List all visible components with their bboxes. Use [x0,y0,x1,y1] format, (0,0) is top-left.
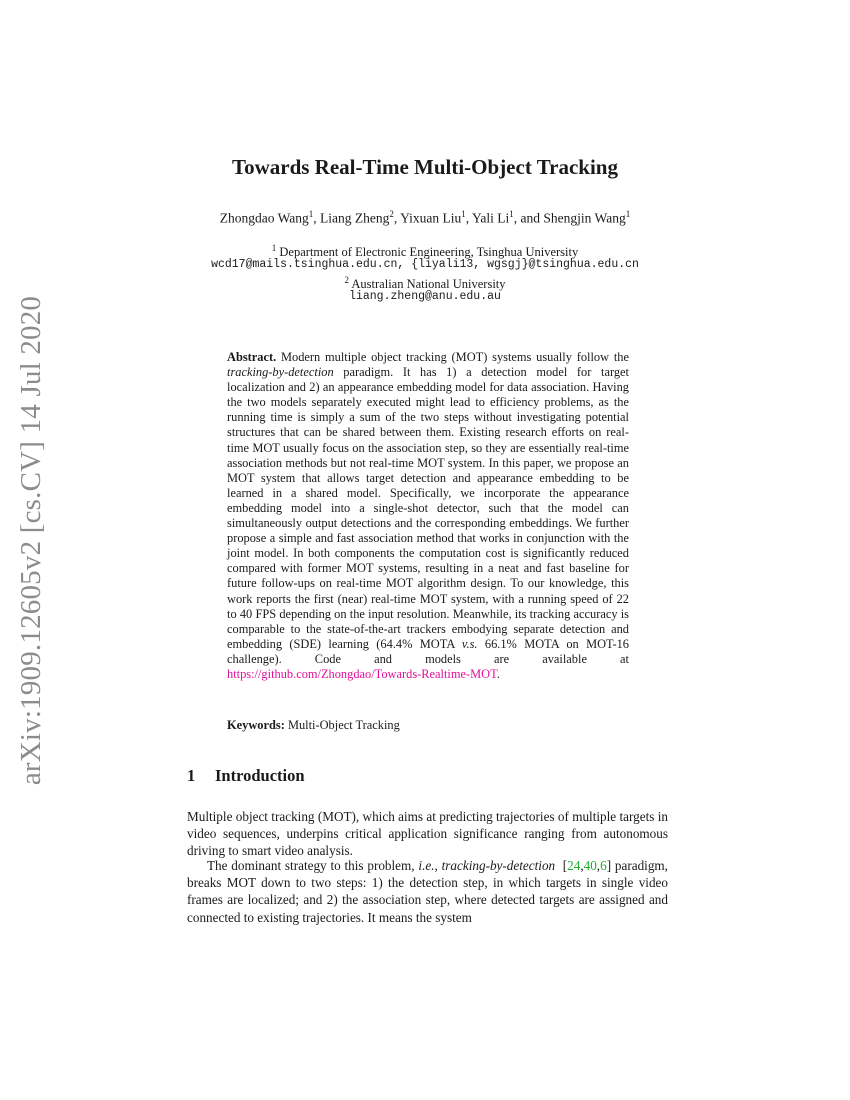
author-name: Yixuan Liu [400,210,462,226]
abstract-text: Modern multiple object tracking (MOT) systems usually follow the [281,350,629,364]
paragraph: Multiple object tracking (MOT), which aims at predicting trajectories of multiple targets in video sequences, underpins critical application significance ranging from autonomous driving to smart video analysis. [187,809,668,859]
citation-link[interactable]: 6 [600,858,607,873]
affiliation-name: Australian National University [351,277,506,292]
arxiv-identifier: arXiv:1909.12605v2 [cs.CV] 14 Jul 2020 [15,295,48,785]
keywords-value: Multi-Object Tracking [287,718,400,732]
affiliation-2-email: liang.zheng@anu.edu.au [349,290,501,303]
section-heading [187,766,305,786]
author-name: Yali Li [472,210,510,226]
abstract-text: . [496,666,500,681]
paragraph-italic: tracking-by-detection [441,858,556,873]
abstract-text: 66.1% MOTA on MOT-16 challenge). Code and models are available at [227,636,629,666]
paragraph: The dominant strategy to this problem, i.e., tracking-by-detection [24,40,6] paradigm, breaks MOT down to two steps: 1) the detection step, in which targets in single video frames are localized; and 2) the association step, where detected targets are assigned and connected to existing trajectories. It means the system [187,858,668,925]
author-name: Zhongdao Wang [219,210,309,226]
arxiv-watermark [12,295,52,785]
affiliation-name: Department of Electronic Engineering, Tsinghua University [279,245,579,260]
paragraph-italic: i.e., [418,858,438,873]
citation-link[interactable]: 24 [567,858,581,873]
section-number: 1 [187,766,196,785]
abstract-italic: v.s. [461,636,478,651]
affiliation-mark: 1 [271,243,277,253]
author-affiliation-mark: 1 [308,209,314,219]
author-affiliation-mark: 1 [509,209,514,219]
keywords-label: Keywords: [227,718,285,732]
paper-title: Towards Real-Time Multi-Object Tracking [232,155,618,179]
author-name: Liang Zheng [320,210,390,226]
section-title: Introduction [215,766,305,785]
paragraph-text: paradigm, breaks MOT down to two steps: 1) the detection step, in which targets in single video frames are localized; and 2) the association step, where detected targets are assigned and connected to existing trajectories. It means the system [187,858,668,925]
author-affiliation-mark: 1 [461,209,466,219]
citation-link[interactable]: 40 [583,858,597,873]
abstract-label: Abstract. [227,350,277,364]
paragraph-text: The dominant strategy to this problem, [207,858,415,873]
author-affiliation-mark: 2 [389,209,394,219]
code-repository-link[interactable]: https://github.com/Zhongdao/Towards-Realtime-MOT [227,666,497,681]
abstract-italic: tracking-by-detection [227,365,334,380]
author-affiliation-mark: 1 [625,209,631,219]
affiliation-1-email: wcd17@mails.tsinghua.edu.cn, {liyali13, wgsgj}@tsinghua.edu.cn [211,258,639,271]
affiliation-mark: 2 [344,275,349,285]
abstract [227,350,629,682]
author-list: Zhongdao Wang$^1$, Liang Zheng$^2$, Yixuan Liu$^1$, Yali Li$^1$, and Shengjin Wang$^1$ [219,209,631,226]
keywords [227,718,400,733]
abstract-text: paradigm. It has 1) a detection model for target localization and 2) an appearance embedding model for data association. Having the two models separately executed might lead to efficiency problems, as the running time is simply a sum of the two steps without investigating potential structures that can be shared between them. Existing research efforts on real-time MOT usually focus on the association step, so they are essentially real-time association methods but not real-time MOT system. In this paper, we propose an MOT system that allows target detection and appearance embedding to be learned in a shared model. Specifically, we incorporate the appearance embedding model into a single-shot detector, such that the model can simultaneously output detections and the corresponding embeddings. We further propose a simple and fast association method that works in conjunction with the joint model. In both components the computation cost is significantly reduced compared with former MOT systems, resulting in a neat and fast baseline for future follow-ups on real-time MOT algorithm design. To our knowledge, this work reports the first (near) real-time MOT system, with a running speed of 22 to 40 FPS depending on the input resolution. Meanwhile, its tracking accuracy is comparable to the state-of-the-art trackers embodying separate detection and embedding (SDE) learning (64.4% MOTA [227,365,629,651]
author-name: Shengjin Wang [543,210,626,226]
